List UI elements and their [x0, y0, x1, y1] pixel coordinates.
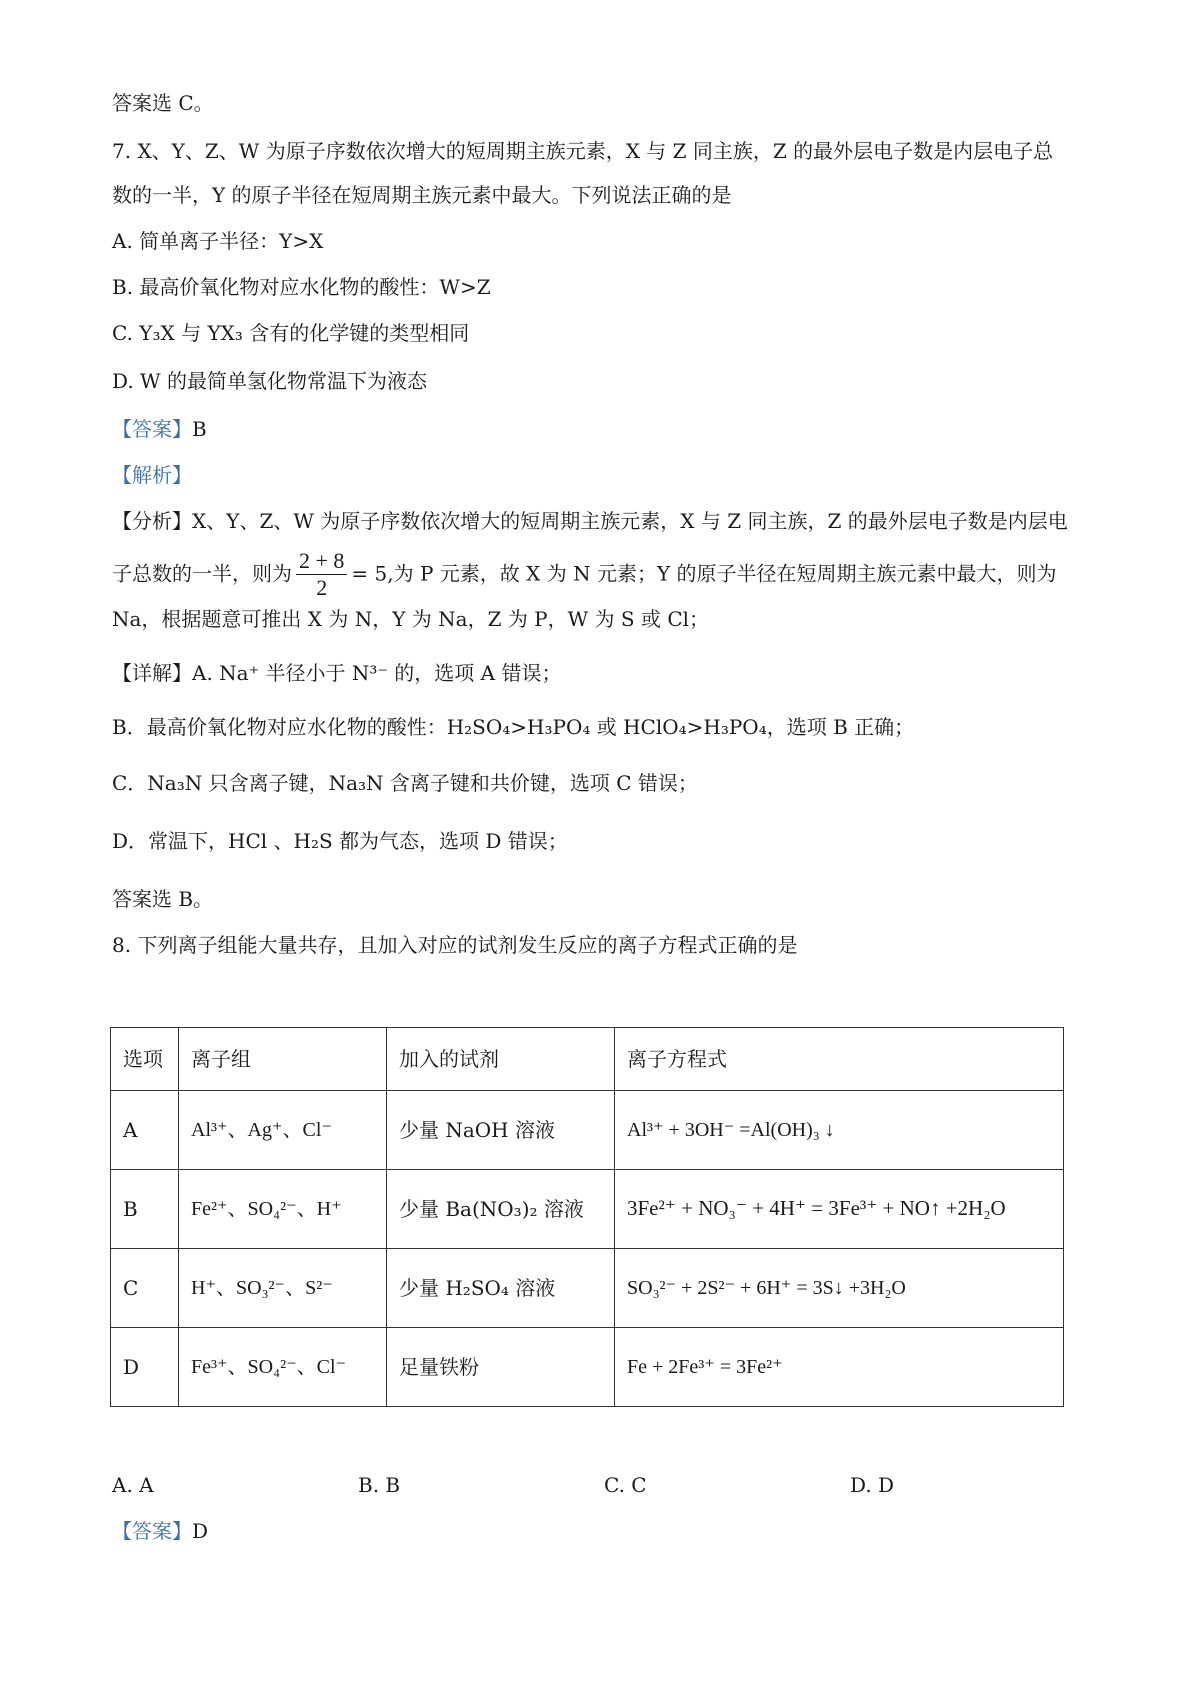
- fenxi-text-2-pre: 子总数的一半，则为: [112, 561, 292, 586]
- choice-d: D. D: [850, 1473, 895, 1497]
- previous-answer-line: 答案选 C。: [112, 91, 214, 115]
- row-ions: H⁺、SO₃²⁻、S²⁻: [179, 1249, 387, 1328]
- table-row: [111, 1170, 1064, 1249]
- row-ions: Fe²⁺、SO₄²⁻、H⁺: [179, 1170, 387, 1249]
- row-reagent: 少量 Ba(NO₃)₂ 溶液: [387, 1170, 615, 1249]
- answer-label: 【答案】: [112, 417, 192, 441]
- detail-label: 【详解】: [112, 661, 192, 685]
- q7-option-d: D. W 的最简单氢化物常温下为液态: [112, 369, 427, 393]
- q7-fenxi-line-3: Na，根据题意可推出 X 为 N，Y 为 Na，Z 为 P，W 为 S 或 Cl；: [112, 607, 710, 631]
- answer-value: B: [192, 417, 207, 441]
- choice-c: C. C: [604, 1473, 647, 1497]
- row-option: B: [111, 1170, 179, 1249]
- q8-answer: [112, 1516, 208, 1546]
- q7-detail-c: C．Na₃N 只含离子键，Na₃N 含离子键和共价键，选项 C 错误；: [112, 771, 698, 795]
- choice-a: A. A: [112, 1473, 154, 1497]
- ion-table: [110, 1027, 1064, 1407]
- row-reagent: 足量铁粉: [387, 1328, 615, 1407]
- analysis-label: 【解析】: [112, 463, 192, 487]
- fenxi-label: 【分析】: [112, 509, 192, 533]
- q7-detail-a: [112, 658, 561, 688]
- q8-stem: 8. 下列离子组能大量共存，且加入对应的试剂发生反应的离子方程式正确的是: [112, 933, 798, 957]
- fraction-denominator: 2: [316, 575, 328, 601]
- header-ions: 离子组: [179, 1028, 387, 1091]
- row-option: C: [111, 1249, 179, 1328]
- fenxi-text-2-post: = 5,为 P 元素，故 X 为 N 元素；Y 的原子半径在短周期主族元素中最大，则为: [351, 561, 1057, 586]
- header-option: 选项: [111, 1028, 179, 1091]
- q7-analysis-label: [112, 460, 192, 490]
- q7-conclusion: 答案选 B。: [112, 887, 214, 911]
- row-equation: SO₃²⁻ + 2S²⁻ + 6H⁺ = 3S↓ +3H₂O: [615, 1249, 1064, 1328]
- row-option: D: [111, 1328, 179, 1407]
- q7-fenxi-line-1: [112, 506, 1068, 536]
- row-equation: Fe + 2Fe³⁺ = 3Fe²⁺: [615, 1328, 1064, 1407]
- detail-a-text: A. Na⁺ 半径小于 N³⁻ 的，选项 A 错误；: [192, 661, 562, 685]
- table-row: [111, 1249, 1064, 1328]
- row-equation: 3Fe²⁺ + NO₃⁻ + 4H⁺ = 3Fe³⁺ + NO↑ +2H₂O: [615, 1170, 1064, 1249]
- row-equation: Al³⁺ + 3OH⁻ =Al(OH)₃ ↓: [615, 1091, 1064, 1170]
- header-equation: 离子方程式: [615, 1028, 1064, 1091]
- fraction-numerator: 2 + 8: [296, 548, 347, 575]
- q7-stem-line-2: 数的一半，Y 的原子半径在短周期主族元素中最大。下列说法正确的是: [112, 183, 732, 207]
- fenxi-text-1: X、Y、Z、W 为原子序数依次增大的短周期主族元素，X 与 Z 同主族，Z 的最外层电子数是内层电: [192, 509, 1068, 533]
- row-reagent: 少量 NaOH 溶液: [387, 1091, 615, 1170]
- q7-stem-line-1: 7. X、Y、Z、W 为原子序数依次增大的短周期主族元素，X 与 Z 同主族，Z 的最外层电子数是内层电子总: [112, 139, 1054, 163]
- q7-detail-b: B．最高价氧化物对应水化物的酸性：H₂SO₄>H₃PO₄ 或 HClO₄>H₃PO₄，选项 B 正确；: [112, 715, 915, 739]
- fraction: [296, 548, 347, 602]
- table-header-row: [111, 1028, 1064, 1091]
- row-reagent: 少量 H₂SO₄ 溶液: [387, 1249, 615, 1328]
- table-row: [111, 1091, 1064, 1170]
- row-option: A: [111, 1091, 179, 1170]
- table-row: [111, 1328, 1064, 1407]
- q7-option-a: A. 简单离子半径：Y>X: [112, 229, 324, 253]
- q7-answer: [112, 414, 207, 444]
- q7-option-c: C. Y₃X 与 YX₃ 含有的化学键的类型相同: [112, 321, 470, 345]
- answer-label: 【答案】: [112, 1519, 192, 1543]
- row-ions: Fe³⁺、SO₄²⁻、Cl⁻: [179, 1328, 387, 1407]
- answer-value: D: [192, 1519, 209, 1543]
- choice-b: B. B: [358, 1473, 401, 1497]
- q7-fenxi-line-2: [112, 548, 1057, 602]
- q7-detail-d: D．常温下，HCl 、H₂S 都为气态，选项 D 错误；: [112, 829, 568, 853]
- row-ions: Al³⁺、Ag⁺、Cl⁻: [179, 1091, 387, 1170]
- q7-option-b: B. 最高价氧化物对应水化物的酸性：W>Z: [112, 275, 491, 299]
- header-reagent: 加入的试剂: [387, 1028, 615, 1091]
